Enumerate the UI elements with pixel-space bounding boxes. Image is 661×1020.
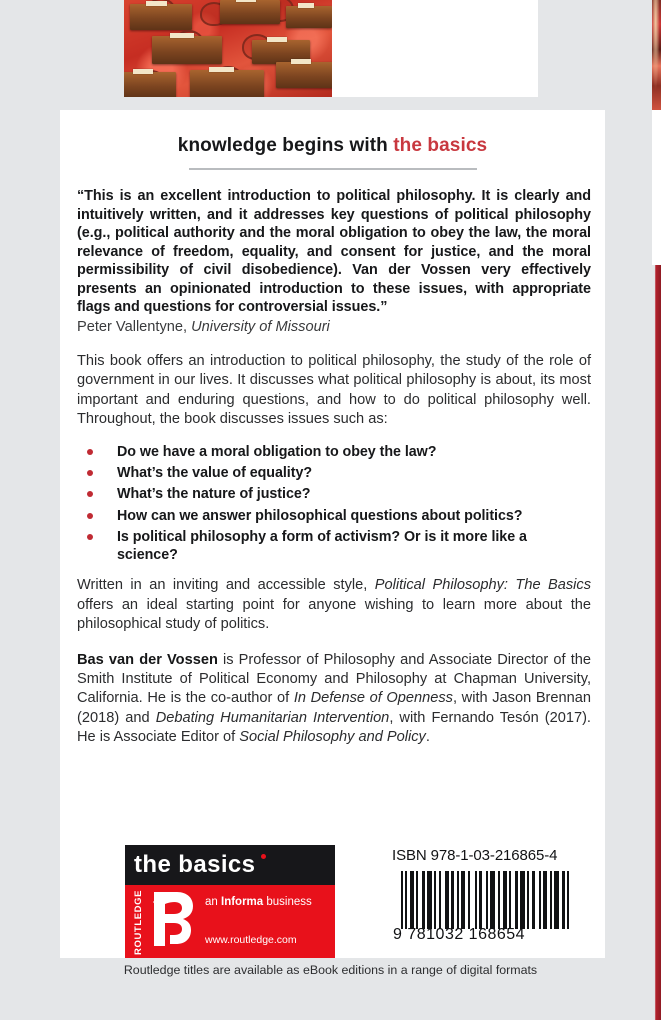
review-attribution: [77, 318, 591, 337]
spine-red-strip: [652, 265, 661, 1020]
publisher-barcode-row: [125, 845, 605, 958]
routledge-vertical-text: ROUTLEDGE: [132, 889, 144, 955]
informa-brand: Informa: [221, 896, 264, 908]
bullet-dot-icon: [87, 513, 93, 519]
desk-shape: [130, 4, 192, 30]
bullet-dot-icon: [87, 470, 93, 476]
barcode-block: [387, 845, 587, 958]
reviewer-affiliation: University of Missouri: [191, 319, 330, 336]
informa-tagline: [205, 897, 312, 909]
ean-barcode-graphic: [401, 871, 579, 929]
question-text: How can we answer philosophical questions about politics?: [117, 507, 523, 524]
desk-shape: [124, 72, 176, 97]
list-item: [77, 507, 591, 525]
series-tagline-prefix: knowledge begins with: [177, 135, 394, 156]
book-title-italic: Political Philosophy: The Basics: [374, 577, 591, 594]
bio-part-3: , with Fernando Tesón (2017). He is Associate Editor of: [77, 709, 591, 746]
publisher-logo-bar: [125, 885, 335, 958]
bullet-dot-icon: [87, 491, 93, 497]
list-item: [77, 528, 591, 565]
questions-list: [77, 443, 591, 565]
review-quote: “This is an excellent introduction to political philosophy. It is clearly and intuitively written, and it addresses key questions of political philosophy (e.g., political authority and the moral obligation to obey the law, the moral relevance of freedom, equality, and consent for justice, and the moral permissibility of civil disobedience). Van der Vossen very effectively presents an opinionated introduction to these issues, with appropriate flags and questions for controversial issues.”: [77, 188, 591, 316]
list-item: [77, 485, 591, 503]
list-item: [77, 464, 591, 482]
series-logo-i-dot-icon: [261, 854, 266, 859]
closing-part-2: offers an ideal starting point for anyone wishing to learn more about the philosophical study of politics.: [77, 596, 591, 633]
list-item: [77, 443, 591, 461]
hero-banner: [124, 0, 538, 97]
bio-part-2: , with Jason Brennan (2018) and: [77, 690, 592, 726]
book-description: This book offers an introduction to political philosophy, the study of the role of government in our lives. It discusses what political philosophy is about, its most important and enduring questions, and how to do political philosophy well. Throughout, the book discusses issues such as:: [77, 353, 591, 428]
question-text: What’s the value of equality?: [117, 464, 313, 481]
informa-suffix: business: [263, 896, 312, 908]
bullet-dot-icon: [87, 449, 93, 455]
desk-shape: [152, 36, 222, 64]
question-text: Do we have a moral obligation to obey the law?: [117, 443, 437, 460]
ebook-availability-note: Routledge titles are available as eBook editions in a range of digital formats: [123, 963, 538, 977]
closing-paragraph: [77, 576, 591, 634]
series-logo-bar: [125, 845, 335, 885]
informa-prefix: an: [205, 896, 221, 908]
parliament-chamber-photo: [124, 0, 332, 97]
desk-shape: [276, 62, 332, 88]
desk-shape: [286, 6, 332, 28]
tagline-divider: [189, 168, 477, 170]
ean-digits: 9 781032 168654: [393, 926, 526, 943]
desk-shape: [220, 0, 280, 24]
question-text: What’s the nature of justice?: [117, 486, 311, 503]
bio-title-3: Social Philosophy and Policy: [239, 729, 426, 746]
cover-copy: [60, 187, 605, 748]
routledge-r-mark-icon: [149, 890, 195, 953]
bullet-dot-icon: [87, 534, 93, 540]
spine-photo-strip: [652, 0, 661, 110]
author-name: Bas van der Vossen: [77, 651, 218, 668]
routledge-logo-block: [125, 845, 335, 958]
series-tagline-accent: the basics: [393, 135, 488, 156]
bio-part-4: .: [425, 729, 430, 746]
spine-sliver: [652, 0, 661, 1020]
series-logo-text: the basics: [134, 851, 256, 878]
bio-part-1: is Professor of Philosophy and Associate Director of the Smith Institute of Political Economy and Philosophy at Chapman University, California. He is the co-author of: [77, 651, 592, 707]
spine-white-strip: [652, 110, 661, 265]
desk-shape: [190, 70, 264, 97]
bio-title-2: Debating Humanitarian Intervention: [155, 709, 390, 726]
isbn-label: ISBN 978-1-03-216865-4: [392, 847, 558, 864]
series-tagline: [60, 136, 605, 155]
back-cover-panel: [60, 110, 605, 958]
author-bio: [77, 651, 591, 748]
question-text: Is political philosophy a form of activism? Or is it more like a science?: [117, 528, 527, 564]
bio-title-1: In Defense of Openness: [293, 690, 453, 707]
publisher-website: www.routledge.com: [205, 934, 297, 946]
reviewer-name: Peter Vallentyne,: [77, 319, 192, 336]
closing-part-1: Written in an inviting and accessible style,: [77, 577, 375, 594]
